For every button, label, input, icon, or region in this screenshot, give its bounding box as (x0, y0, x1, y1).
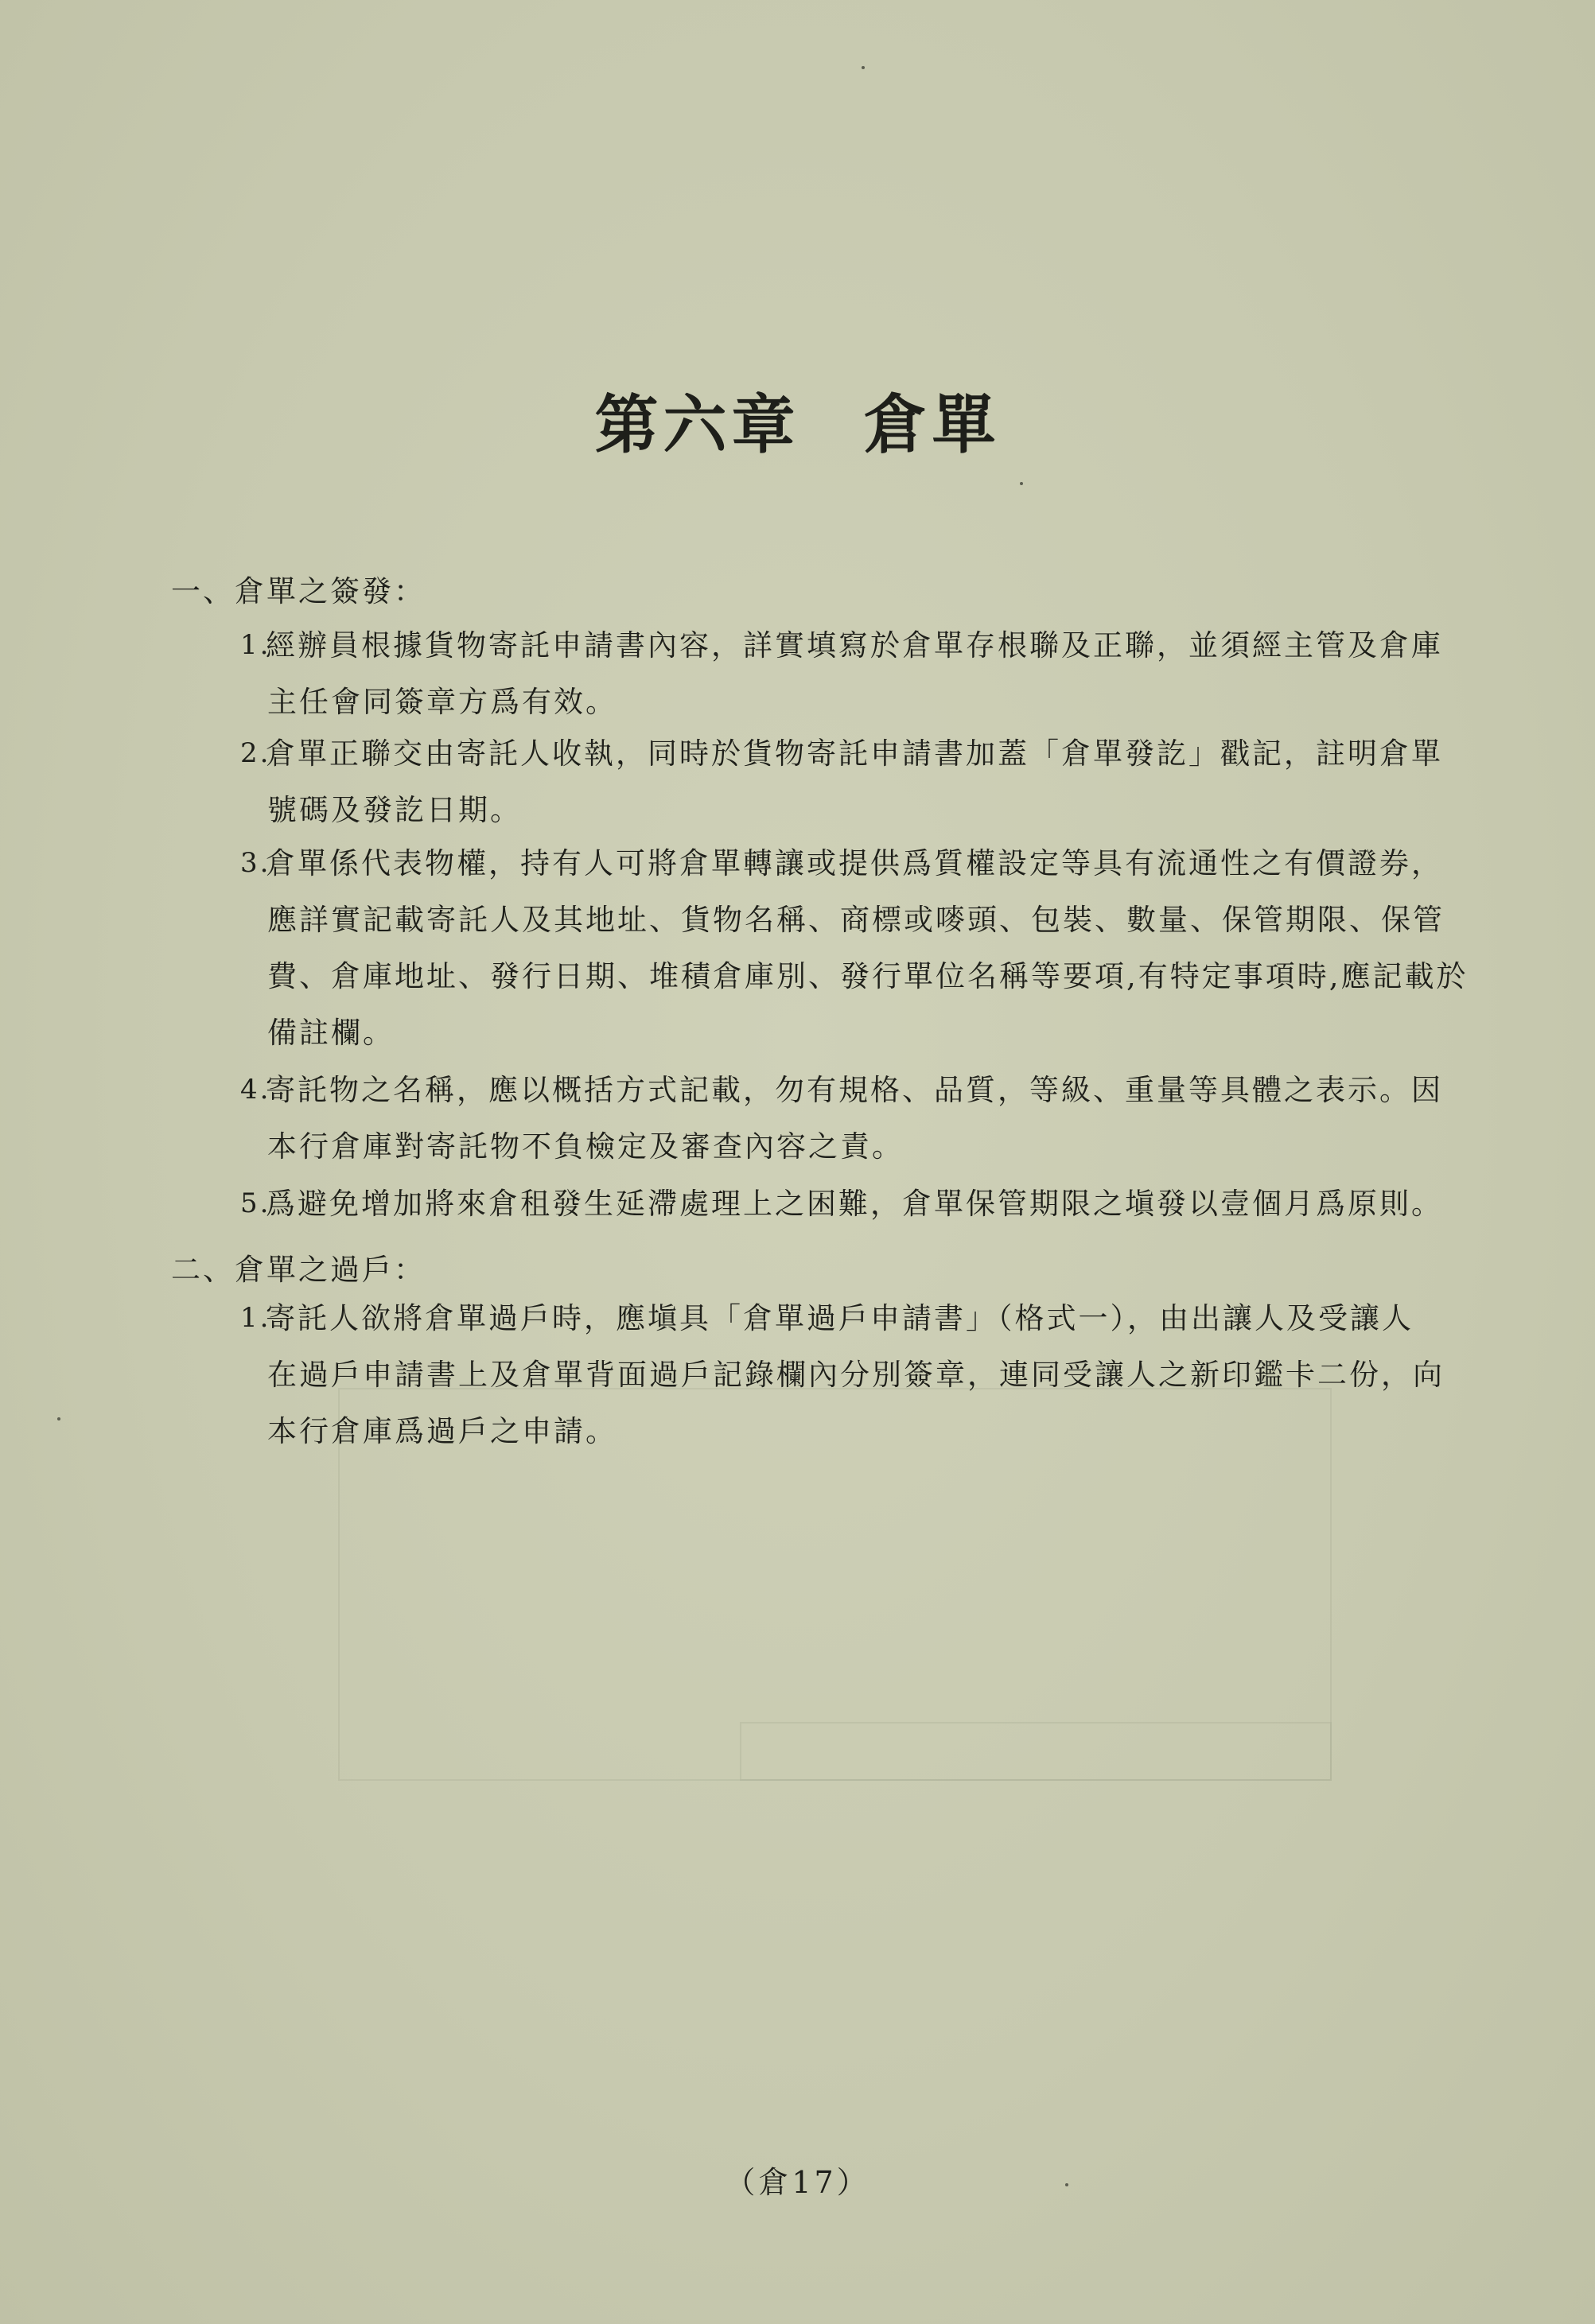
item-number: 1. (240, 629, 271, 661)
item-number: 2. (240, 737, 271, 769)
list-item (240, 617, 1481, 730)
list-item (240, 725, 1481, 838)
item-text-line: 在過戶申請書上及倉單背面過戶記錄欄內分別簽章，連同受讓人之新印鑑卡二份，向 (267, 1358, 1445, 1392)
item-text-line: 費、倉庫地址、發行日期、堆積倉庫別、發行單位名稱等要項,有特定事項時,應記載於 (267, 959, 1469, 993)
item-text-line: 爲避免增加將來倉租發生延滯處理上之困難，倉單保管期限之塡發以壹個月爲原則。 (266, 1187, 1443, 1221)
item-text-line: 本行倉庫對寄託物不負檢定及審查內容之責。 (267, 1129, 904, 1164)
item-text-line: 應詳實記載寄託人及其地址、貨物名稱、商標或嘜頭、包裝、數量、保管期限、保管 (267, 903, 1445, 937)
item-number: 1. (240, 1302, 271, 1334)
item-text-line: 主任會同簽章方爲有效。 (267, 685, 617, 719)
item-text-line: 寄託物之名稱，應以概括方式記載，勿有規格、品質，等級、重量等具體之表示。因 (266, 1073, 1443, 1107)
paper-speck (1020, 482, 1023, 485)
item-text-line: 備註欄。 (267, 1016, 395, 1050)
chapter-number-label: 第六章 (594, 387, 800, 462)
item-text-line: 倉單正聯交由寄託人收執，同時於貨物寄託申請書加蓋「倉單發訖」戳記，註明倉單 (266, 736, 1443, 771)
section-heading-issuance: 一、倉單之簽發： (171, 574, 426, 608)
paper-speck (1065, 2183, 1068, 2186)
list-item (240, 1062, 1481, 1175)
section-heading-transfer: 二、倉單之過戶： (171, 1253, 426, 1287)
item-text-line: 經辦員根據貨物寄託申請書內容，詳實填寫於倉單存根聯及正聯，並須經主管及倉庫 (266, 628, 1443, 663)
show-through-table-row (740, 1722, 1332, 1781)
item-text-line: 寄託人欲將倉單過戶時，應塡具「倉單過戶申請書」（格式一），由出讓人及受讓人 (266, 1301, 1414, 1335)
list-item (240, 1290, 1481, 1459)
paper-speck (862, 66, 865, 69)
list-item (240, 835, 1481, 1061)
item-number: 3. (240, 847, 271, 879)
item-number: 4. (240, 1074, 271, 1106)
item-text-line: 本行倉庫爲過戶之申請。 (267, 1414, 617, 1448)
list-item (240, 1176, 1481, 1232)
chapter-title (0, 374, 1595, 465)
chapter-title-text: 倉單 (863, 387, 1001, 462)
paper-speck (57, 1417, 60, 1420)
page-number: （倉17） (725, 2165, 870, 2200)
item-number: 5. (240, 1187, 271, 1219)
item-text-line: 號碼及發訖日期。 (267, 793, 522, 827)
item-text-line: 倉單係代表物權，持有人可將倉單轉讓或提供爲質權設定等具有流通性之有價證券， (266, 846, 1443, 880)
